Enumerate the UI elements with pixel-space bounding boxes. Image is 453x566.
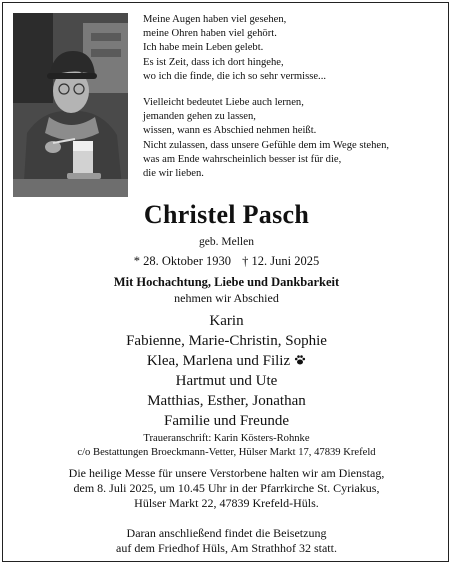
mass-line: dem 8. Juli 2025, um 10.45 Uhr in der Pfarrkirche St. Cyriakus,: [73, 480, 380, 495]
paw-print-icon: [294, 353, 306, 373]
poem-line: Ich habe mein Leben gelebt.: [143, 42, 264, 54]
family-line: Klea, Marlena und Filiz: [146, 352, 291, 369]
poem-stanza-2: [143, 96, 448, 181]
birth-date: * 28. Oktober 1930: [133, 254, 231, 268]
poem-line: wo ich die finde, die ich so sehr vermisse...: [143, 70, 326, 82]
poem-line: meine Ohren haben viel gehört.: [143, 28, 277, 40]
death-date: † 12. Juni 2025: [242, 254, 320, 268]
burial-line: auf dem Friedhof Hüls, Am Strathhof 32 statt.: [116, 540, 337, 555]
family-line: Fabienne, Marie-Christin, Sophie: [126, 332, 327, 349]
mass-info: [0, 466, 453, 510]
poem-line: jemanden gehen zu lassen,: [143, 111, 256, 123]
respect-line: Mit Hochachtung, Liebe und Dankbarkeit: [113, 275, 340, 289]
family-line: Hartmut und Ute: [175, 373, 278, 390]
address-line: Traueranschrift: Karin Kösters-Rohnke: [143, 433, 310, 444]
poem-line: Nicht zulassen, dass unsere Gefühle dem im Wege stehen,: [143, 139, 390, 151]
mourning-address: [0, 432, 453, 459]
deceased-name: Christel Pasch: [143, 200, 310, 229]
life-dates: [0, 254, 453, 269]
poem-line: die wir lieben.: [143, 168, 204, 180]
birth-name: geb. Mellen: [199, 236, 254, 248]
mass-line: Die heilige Messe für unsere Verstorbene halten wir am Dienstag,: [68, 466, 385, 480]
mass-line: Hülser Markt 22, 47839 Krefeld-Hüls.: [134, 495, 319, 510]
portrait-illustration: [13, 13, 128, 197]
poem-line: Vielleicht bedeutet Liebe auch lernen,: [143, 97, 304, 109]
poem-stanza-1: [143, 13, 448, 84]
poem: [143, 13, 448, 193]
family-line-with-paw: [0, 352, 453, 373]
family-list: [0, 312, 453, 432]
address-line: c/o Bestattungen Broeckmann-Vetter, Hülser Markt 17, 47839 Krefeld: [77, 446, 376, 458]
portrait-photo: [13, 13, 128, 197]
family-line: Familie und Freunde: [164, 412, 289, 429]
family-line: Karin: [209, 313, 244, 329]
poem-line: was am Ende wahrscheinlich besser ist für die,: [143, 153, 342, 165]
burial-info: [0, 526, 453, 556]
poem-line: wissen, wann es Abschied nehmen heißt.: [143, 125, 317, 137]
poem-line: Meine Augen haben viel gesehen,: [143, 14, 287, 25]
farewell-line: nehmen wir Abschied: [174, 291, 279, 305]
burial-line: Daran anschließend findet die Beisetzung: [126, 526, 327, 540]
poem-line: Es ist Zeit, dass ich dort hingehe,: [143, 56, 284, 68]
family-line: Matthias, Esther, Jonathan: [147, 393, 306, 410]
